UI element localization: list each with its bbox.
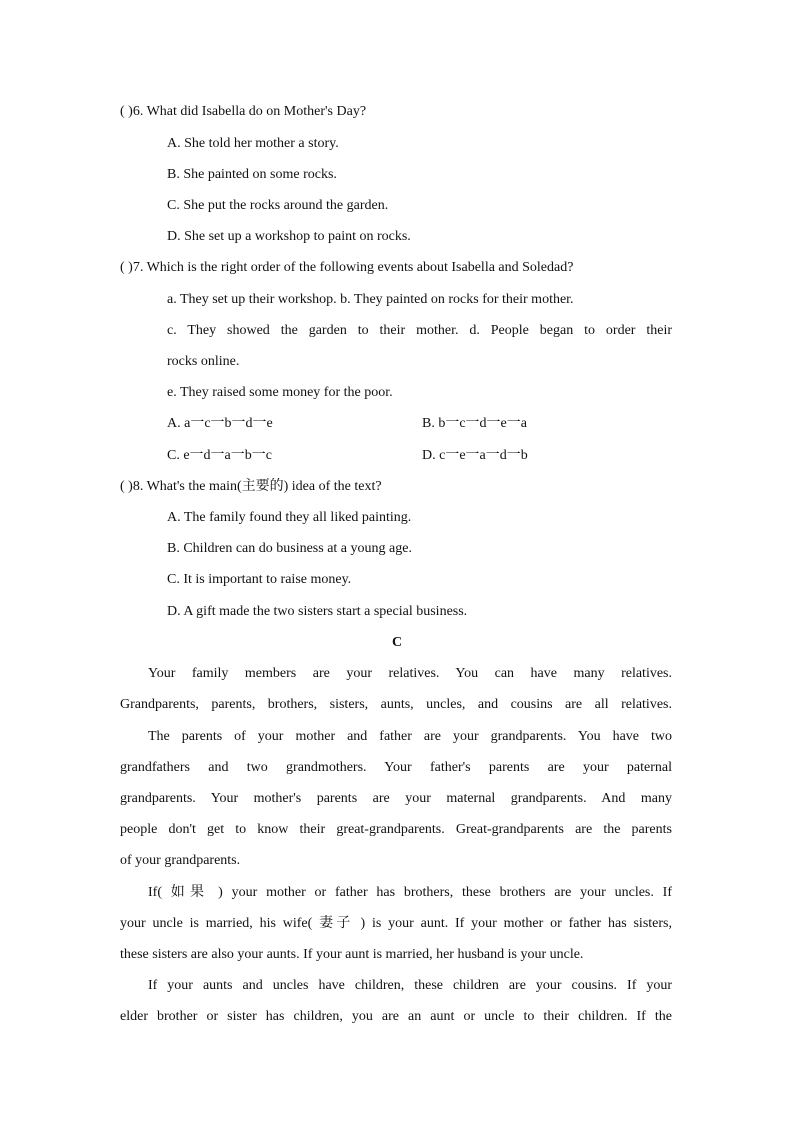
question-7-option-b: B. b一c一d一e一a <box>422 416 527 431</box>
passage-line: If your aunts and uncles have children, these children are your cousins. If your <box>148 978 672 993</box>
question-8-option-d: D. A gift made the two sisters start a special business. <box>167 604 468 619</box>
question-7-event-line: c. They showed the garden to their mother. d. People began to order their <box>167 323 672 338</box>
question-8-option-a: A. The family found they all liked painting. <box>167 510 412 525</box>
question-7-stem: ( )7. Which is the right order of the following events about Isabella and Soledad? <box>120 260 574 275</box>
question-6-option-d: D. She set up a workshop to paint on rocks. <box>167 229 411 244</box>
passage-line: If( 如果 ) your mother or father has brothers, these brothers are your uncles. If <box>148 885 672 900</box>
question-7-event-line: a. They set up their workshop. b. They painted on rocks for their mother. <box>167 292 574 307</box>
question-7-option-c: C. e一d一a一b一c <box>167 448 272 463</box>
passage-line: The parents of your mother and father are your grandparents. You have two <box>148 729 672 744</box>
passage-line: elder brother or sister has children, you are an aunt or uncle to their children. If the <box>120 1009 672 1024</box>
passage-line: people don't get to know their great-grandparents. Great-grandparents are the parents <box>120 822 672 837</box>
passage-line: of your grandparents. <box>120 853 241 868</box>
question-8-option-b: B. Children can do business at a young age. <box>167 541 412 556</box>
question-6-stem: ( )6. What did Isabella do on Mother's Day? <box>120 104 367 119</box>
question-6-option-b: B. She painted on some rocks. <box>167 167 337 182</box>
passage-line: your uncle is married, his wife( 妻子 ) is your aunt. If your mother or father has sisters, <box>120 916 672 931</box>
passage-line: Your family members are your relatives. You can have many relatives. <box>148 666 672 681</box>
question-7-event-line: rocks online. <box>167 354 240 369</box>
question-6-option-c: C. She put the rocks around the garden. <box>167 198 389 213</box>
question-8-option-c: C. It is important to raise money. <box>167 572 352 587</box>
passage-line: Grandparents, parents, brothers, sisters, aunts, uncles, and cousins are all relatives. <box>120 697 672 712</box>
passage-line: grandfathers and two grandmothers. Your father's parents are your paternal <box>120 760 672 775</box>
question-7-option-a: A. a一c一b一d一e <box>167 416 273 431</box>
question-7-option-d: D. c一e一a一d一b <box>422 448 528 463</box>
question-7-event-line: e. They raised some money for the poor. <box>167 385 393 400</box>
question-8-stem: ( )8. What's the main(主要的) idea of the text? <box>120 479 382 494</box>
passage-line: grandparents. Your mother's parents are your maternal grandparents. And many <box>120 791 672 806</box>
passage-line: these sisters are also your aunts. If your aunt is married, her husband is your uncle. <box>120 947 584 962</box>
passage-title: C <box>391 635 403 650</box>
question-6-option-a: A. She told her mother a story. <box>167 136 339 151</box>
